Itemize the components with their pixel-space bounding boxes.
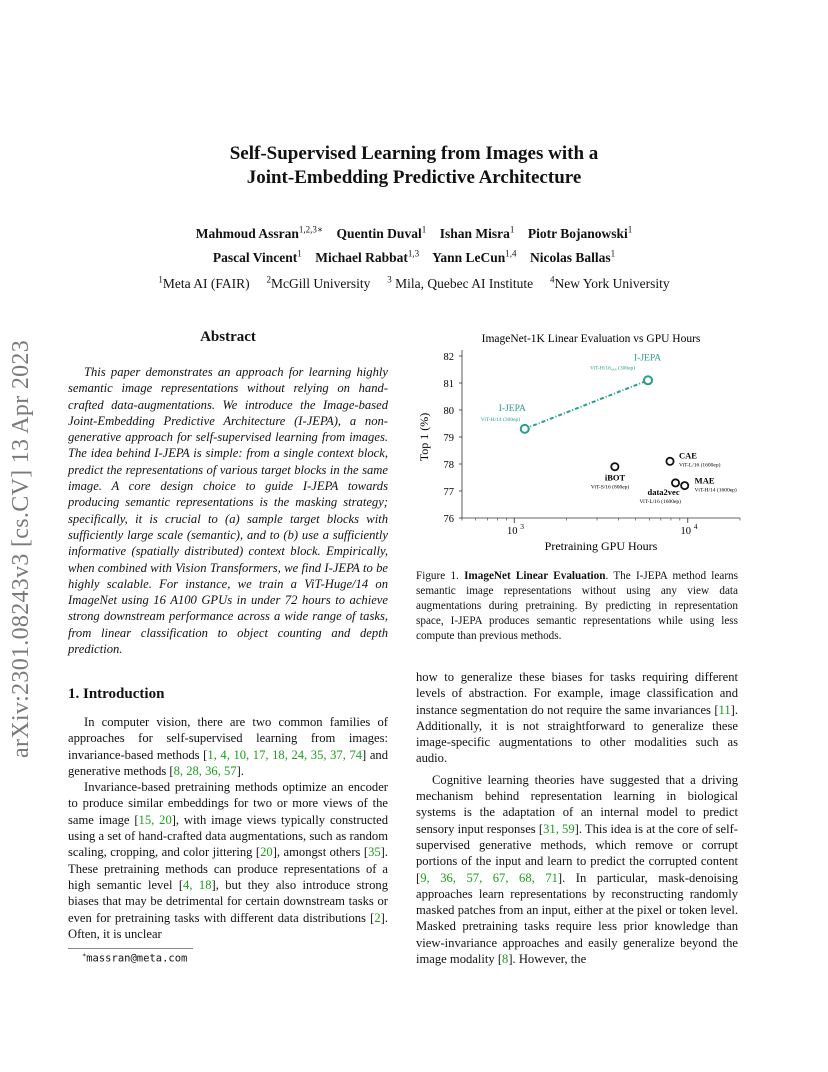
arxiv-identifier: arXiv:2301.08243v3 [cs.CV] 13 Apr 2023 bbox=[8, 339, 34, 758]
paragraph: how to generalize these biases for tasks requiring different levels of abstraction. For example, image classification and instance segmentation do not require the same invariances [11]. Additionally, it is not straightforward to generalize these image-specific augmentations to other modalities such as audio. bbox=[416, 670, 738, 766]
author: Mahmoud Assran$^{1,2,3∗}$ bbox=[195, 224, 324, 241]
author: Nicolas Ballas$^1$ bbox=[530, 248, 616, 265]
figure-1-chart bbox=[410, 328, 750, 560]
author: Yann LeCun$^{1,4}$ bbox=[432, 248, 517, 265]
ijepa-point-sublabel: ViT-H/14 (300ep) bbox=[480, 416, 521, 423]
citation-link[interactable]: 15, 20 bbox=[138, 812, 172, 827]
y-tick-label: 80 bbox=[443, 406, 454, 417]
comparison-point-sublabel: ViT-H/14 (1600ep) bbox=[694, 487, 737, 494]
author: Ishan Misra$^1$ bbox=[439, 224, 515, 241]
chart-title: ImageNet-1K Linear Evaluation vs GPU Hours bbox=[481, 333, 701, 345]
footnote-rule bbox=[68, 948, 193, 949]
y-tick-label: 77 bbox=[443, 487, 454, 498]
section-heading-introduction: 1. Introduction bbox=[68, 686, 165, 702]
citation-link[interactable]: 1, 4, 10, 17, 18, 24, 35, 37, 74 bbox=[207, 747, 363, 762]
citation-link[interactable]: 8 bbox=[502, 952, 509, 967]
comparison-point bbox=[672, 479, 679, 486]
comparison-point-sublabel: ViT-L/16 (1600ep) bbox=[639, 498, 681, 505]
comparison-point-label: data2vec bbox=[647, 486, 680, 497]
affiliations bbox=[0, 274, 828, 292]
ijepa-point-sublabel: ViT-H/16₄₄₈ (300ep) bbox=[590, 365, 636, 372]
paper-title bbox=[0, 142, 828, 190]
citation-link[interactable]: 11 bbox=[718, 702, 731, 717]
comparison-point-label: CAE bbox=[678, 450, 697, 461]
citation-link[interactable]: 2 bbox=[374, 910, 381, 925]
affiliation: $^2$McGill University bbox=[266, 274, 371, 291]
affiliation: $^3$ Mila, Quebec AI Institute bbox=[387, 274, 534, 291]
footnote: ∗massran@meta.com bbox=[82, 951, 188, 965]
y-tick-label: 81 bbox=[443, 379, 454, 390]
affiliation: $^1$Meta AI (FAIR) bbox=[158, 274, 250, 291]
y-tick-label: 82 bbox=[443, 352, 454, 363]
comparison-point-label: iBOT bbox=[604, 472, 626, 483]
author-row-1 bbox=[0, 219, 828, 244]
author-list bbox=[0, 219, 828, 268]
paragraph: Cognitive learning theories have suggested that a driving mechanism behind representation learning in biological systems is the adaptation of an internal model to predict sensory input responses [31, 59]. This idea is at the core of self-supervised generative methods, which remove or corrupt portions of the input and learn to predict the corrupted content [9, 36, 57, 67, 68, 71]. In particular, mask-denoising approaches learn representations by reconstructing randomly masked patches from an input, either at the pixel or token level. Masked pretraining tasks require less prior knowledge than view-invariance approaches and easily generalize beyond the image modality [8]. However, the bbox=[416, 772, 738, 967]
email-link[interactable]: massran@meta.com bbox=[86, 952, 188, 965]
citation-link[interactable]: 31, 59 bbox=[543, 821, 575, 836]
abstract-body bbox=[68, 364, 388, 657]
y-tick-label: 79 bbox=[443, 433, 454, 444]
affiliation: $^4$New York University bbox=[549, 274, 670, 291]
y-tick-label: 76 bbox=[443, 514, 454, 525]
x-tick-label: 10 bbox=[506, 526, 518, 537]
citation-link[interactable]: 9, 36, 57, 67, 68, 71 bbox=[420, 870, 558, 885]
x-tick-exponent: 4 bbox=[693, 522, 698, 531]
ijepa-point bbox=[521, 425, 529, 433]
figure-caption: Figure 1. ImageNet Linear Evaluation. The I-JEPA method learns semantic image representations without using any view data augmentations during pretraining. By predicting in representation space, I-JEPA produces semantic representations while using less compute than previous methods. bbox=[416, 570, 738, 642]
right-column-body bbox=[416, 669, 738, 967]
x-tick-label: 10 bbox=[680, 526, 692, 537]
citation-link[interactable]: 4, 18 bbox=[183, 877, 212, 892]
y-axis-label: Top 1 (%) bbox=[417, 412, 431, 462]
comparison-point-sublabel: ViT-S/16 (800ep) bbox=[590, 484, 630, 491]
author: Quentin Duval$^1$ bbox=[336, 224, 427, 241]
author: Piotr Bojanowski$^1$ bbox=[527, 224, 633, 241]
citation-link[interactable]: 8, 28, 36, 57 bbox=[173, 763, 237, 778]
x-tick-exponent: 3 bbox=[520, 522, 524, 531]
author-row-2 bbox=[0, 244, 828, 269]
paragraph: In computer vision, there are two common families of approaches for self-supervised learning from images: invariance-based methods [1, 4, 10, 17, 18, 24, 35, 37, 74] and generative methods [8, 28, 36, 57]. bbox=[68, 715, 389, 778]
comparison-point-label: MAE bbox=[694, 475, 715, 486]
comparison-point bbox=[666, 458, 673, 465]
abstract-heading: Abstract bbox=[200, 329, 256, 345]
abstract-text: This paper demonstrates an approach for learning highly semantic image representations without relying on hand-crafted data-augmentations. We introduce the Image-based Joint-Embedding Predictive Architecture (I-JEPA), a non-generative approach for self-supervised learning from images. The idea behind I-JEPA is simple: from a single context block, predict the representations of various target blocks in the same image. A core design choice to guide I-JEPA towards producing semantic representations is the masking strategy; specifically, it is crucial to (a) sample target blocks with sufficiently large scale (semantic), and to (b) use a sufficiently informative (spatially distributed) context block. Empirically, when combined with Vision Transformers, we find I-JEPA to be highly scalable. For instance, we train a ViT-Huge/14 on ImageNet using 16 A100 GPUs in under 72 hours to achieve strong downstream performance across a wide range of tasks, from linear classification to object counting and depth prediction. bbox=[68, 365, 388, 657]
x-axis-label: Pretraining GPU Hours bbox=[544, 539, 658, 553]
intro-body bbox=[68, 714, 388, 942]
ijepa-point-label: I-JEPA bbox=[498, 403, 526, 414]
caption-bold: ImageNet Linear Evaluation bbox=[464, 570, 606, 582]
ijepa-line bbox=[525, 380, 648, 429]
comparison-point bbox=[611, 463, 618, 470]
citation-link[interactable]: 20 bbox=[260, 845, 273, 860]
citation-link[interactable]: 35 bbox=[368, 845, 381, 860]
paper-title-line-2: Joint-Embedding Predictive Architecture bbox=[246, 167, 582, 188]
comparison-point-sublabel: ViT-L/16 (1600ep) bbox=[678, 462, 721, 469]
author: Pascal Vincent$^1$ bbox=[212, 248, 302, 265]
comparison-point bbox=[681, 482, 688, 489]
paper-title-line-1: Self-Supervised Learning from Images with a bbox=[229, 143, 599, 164]
y-tick-label: 78 bbox=[443, 460, 454, 471]
author: Michael Rabbat$^{1,3}$ bbox=[315, 248, 420, 265]
ijepa-point bbox=[644, 376, 652, 384]
paragraph: Invariance-based pretraining methods optimize an encoder to produce similar embeddings for two or more views of the same image [15, 20], with image views typically constructed using a set of hand-crafted data augmentations, such as random scaling, cropping, and color jittering [20], amongst others [35]. These pretraining methods can produce representations of a high semantic level [4, 18], but they also introduce strong biases that may be detrimental for certain downstream tasks or even for pretraining tasks with different data distributions [2]. Often, it is unclear bbox=[68, 780, 388, 941]
ijepa-point-label: I-JEPA bbox=[634, 353, 662, 364]
